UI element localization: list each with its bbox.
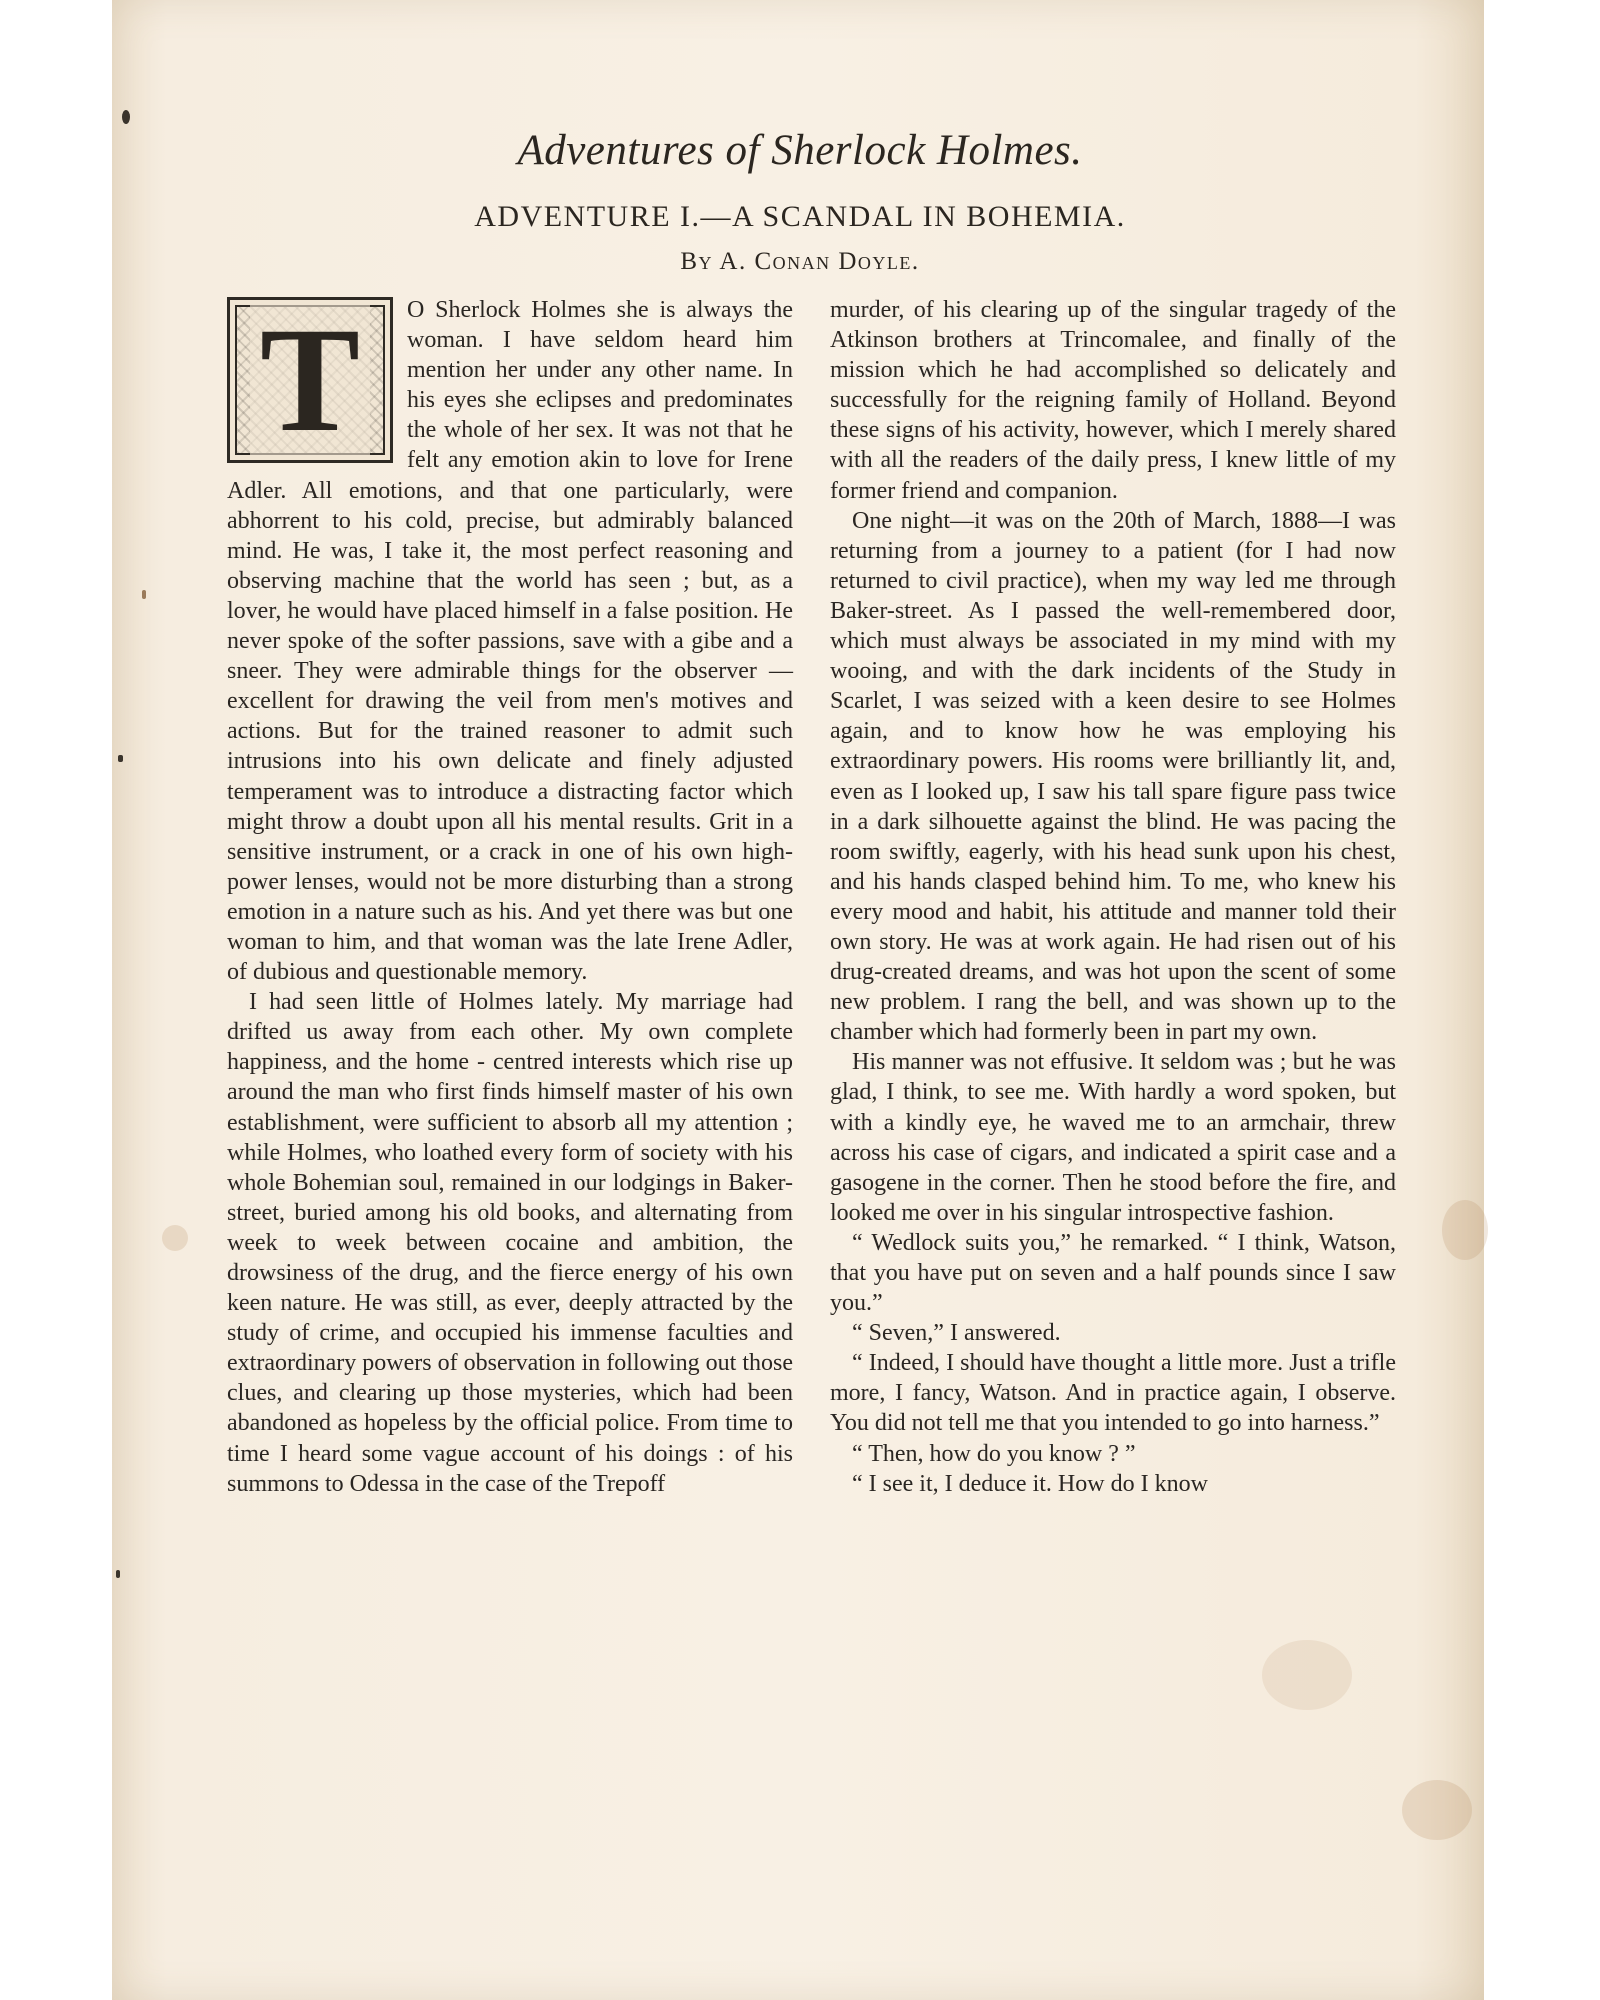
ornamental-drop-cap — [227, 297, 393, 463]
paragraph: I had seen little of Holmes lately. My marriage had drifted us away from each other. My own complete happiness, and the home - centred interests which rise up around the man who first finds himself master of his own establishment, were sufficient to absorb all my attention ; while Holmes, who loathed every form of society with his whole Bohemian soul, remained in our lodgings in Baker-street, buried among his old books, and alternating from week to week between cocaine and ambition, the drowsiness of the drug, and the fierce energy of his own keen nature. He was still, as ever, deeply attracted by the study of crime, and occupied his immense faculties and extraordinary powers of observation in following out those clues, and clearing up those mysteries, which had been abandoned as hopeless by the official police. From time to time I heard some vague account of his doings : of his summons to Odessa in the case of the Trepoff — [227, 989, 793, 1497]
right-column — [830, 295, 1396, 1499]
byline: By A. Conan Doyle. — [680, 248, 920, 275]
paragraph: “ I see it, I deduce it. How do I know — [852, 1470, 1208, 1497]
paragraph: “ Seven,” I answered. — [852, 1320, 1061, 1347]
drop-cap-frame — [235, 297, 385, 463]
paper-stain — [122, 110, 130, 124]
adventure-title: ADVENTURE I.—A SCANDAL IN BOHEMIA. — [474, 200, 1126, 233]
drop-cap-letter: T — [250, 305, 370, 455]
paper-stain — [1262, 1640, 1352, 1710]
paper-stain — [162, 1225, 188, 1251]
paragraph: One night—it was on the 20th of March, 1888—I was returning from a journey to a patient (for I had now returned to civil practice), when my way led me through Baker-street. As I passed the well-remembered door, which must always be associated in my mind with my wooing, and with the dark incidents of the Study in Scarlet, I was seized with a keen desire to see Holmes again, and to know how he was employing his extraordinary powers. His rooms were brilliantly lit, and, even as I looked up, I saw his tall spare figure pass twice in a dark silhouette against the blind. He was pacing the room swiftly, eagerly, with his head sunk upon his chest, and his hands clasped behind him. To me, who knew his every mood and habit, his attitude and manner told their own story. He was at work again. He had risen out of his drug-created dreams, and was hot upon the scent of some new problem. I rang the bell, and was shown up to the chamber which had formerly been in part my own. — [830, 507, 1396, 1046]
paragraph: murder, of his clearing up of the singular tragedy of the Atkinson brothers at Trincomalee, and finally of the mission which he had accomplished so delicately and successfully for the reigning family of Holland. Beyond these signs of his activity, however, which I merely shared with all the readers of the daily press, I knew little of my former friend and companion. — [830, 297, 1396, 504]
paragraph: O Sherlock Holmes she is always the woman. I have seldom heard him mention her under any other name. In his eyes she eclipses and predominates the whole of her sex. It was not that he felt any emotion akin to love for Irene Adler. All emotions, and that one particularly, were abhorrent to his cold, precise, but admirably balanced mind. He was, I take it, the most perfect reasoning and observing machine that the world has seen ; but, as a lover, he would have placed himself in a false position. He never spoke of the softer passions, save with a gibe and a sneer. They were admirable things for the observer —excellent for drawing the veil from men's motives and actions. But for the trained reasoner to admit such intrusions into his own delicate and finely adjusted temperament was to introduce a distracting factor which might throw a doubt upon all his mental results. Grit in a sensitive instrument, or a crack in one of his own high-power lenses, would not be more disturbing than a strong emotion in a nature such as his. And yet there was but one woman to him, and that woman was the late Irene Adler, of dubious and questionable memory. — [227, 297, 793, 986]
edge-mark — [116, 1570, 120, 1578]
edge-mark — [118, 755, 123, 762]
paragraph: “ Indeed, I should have thought a little more. Just a trifle more, I fancy, Watson. And in practice again, I observe. You did not tell me that you intended to go into harness.” — [830, 1350, 1396, 1437]
paper-stain — [1442, 1200, 1488, 1260]
series-title: Adventures of Sherlock Holmes. — [517, 127, 1083, 174]
edge-mark — [142, 590, 146, 599]
paragraph: “ Then, how do you know ? ” — [852, 1440, 1136, 1467]
left-column — [227, 295, 793, 1499]
paper-stain — [1402, 1780, 1472, 1840]
paragraph: “ Wedlock suits you,” he remarked. “ I think, Watson, that you have put on seven and a half pounds since I saw you.” — [830, 1229, 1396, 1317]
paragraph: His manner was not effusive. It seldom was ; but he was glad, I think, to see me. With hardly a word spoken, but with a kindly eye, he waved me to an armchair, threw across his case of cigars, and indicated a spirit case and a gasogene in the corner. Then he stood before the fire, and looked me over in his singular introspective fashion. — [830, 1049, 1396, 1226]
